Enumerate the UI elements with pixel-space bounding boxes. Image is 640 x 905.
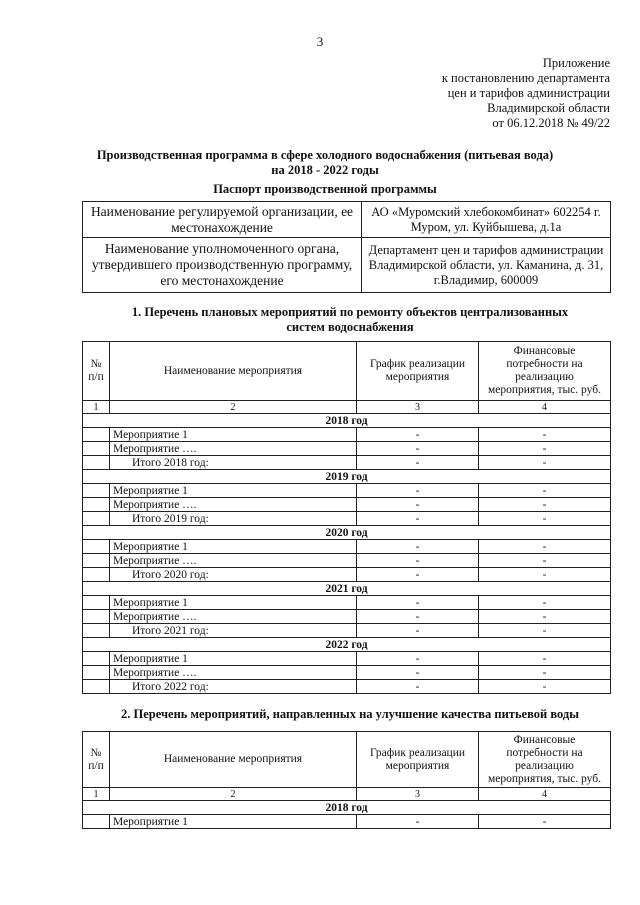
year-row: 2020 год: [83, 526, 611, 540]
year-row: 2018 год: [83, 414, 611, 428]
section-title-line: систем водоснабжения: [286, 320, 414, 334]
page-number: 3: [316, 34, 324, 49]
year-row: 2021 год: [83, 582, 611, 596]
passport-label: Наименование регулируемой организации, ее местонахождение: [83, 202, 362, 238]
document-title: [60, 148, 590, 178]
total-label: Итого 2018 год:: [110, 456, 357, 470]
col-number: 2: [110, 401, 357, 414]
header-name: Наименование мероприятия: [110, 732, 357, 788]
item-name: Мероприятие ….: [110, 498, 357, 512]
col-number: 1: [83, 788, 110, 801]
finance-value: -: [479, 610, 611, 624]
finance-value: -: [479, 568, 611, 582]
schedule-value: -: [357, 568, 479, 582]
finance-value: -: [479, 815, 611, 829]
finance-value: -: [479, 624, 611, 638]
col-number: 3: [357, 401, 479, 414]
year-row: 2018 год: [83, 801, 611, 815]
finance-value: -: [479, 512, 611, 526]
schedule-value: -: [357, 554, 479, 568]
title-line: Производственная программа в сфере холодного водоснабжения (питьевая вода): [96, 148, 554, 162]
schedule-value: -: [357, 498, 479, 512]
appendix-block: [400, 56, 610, 131]
appendix-line: Владимирской области: [487, 101, 610, 115]
finance-value: -: [479, 680, 611, 694]
section2-title: 2. Перечень мероприятий, направленных на улучшение качества питьевой воды: [121, 707, 579, 721]
section1-title: [80, 305, 620, 335]
passport-value: АО «Муромский хлебокомбинат» 602254 г. Муром, ул. Куйбышева, д.1а: [362, 202, 611, 238]
finance-value: -: [479, 596, 611, 610]
finance-value: -: [479, 456, 611, 470]
passport-title: Паспорт производственной программы: [213, 182, 437, 196]
schedule-value: -: [357, 666, 479, 680]
total-label: Итого 2020 год:: [110, 568, 357, 582]
header-name: Наименование мероприятия: [110, 342, 357, 401]
section-title-line: 1. Перечень плановых мероприятий по ремонту объектов централизованных: [131, 305, 569, 319]
year-row: 2022 год: [83, 638, 611, 652]
schedule-value: -: [357, 596, 479, 610]
finance-value: -: [479, 666, 611, 680]
passport-label: Наименование уполномоченного органа, утвердившего производственную программу, его местонахождение: [83, 238, 362, 293]
item-name: Мероприятие ….: [110, 554, 357, 568]
item-name: Мероприятие ….: [110, 442, 357, 456]
appendix-line: цен и тарифов администрации: [447, 86, 610, 100]
header-num: № п/п: [83, 342, 110, 401]
item-name: Мероприятие 1: [110, 428, 357, 442]
appendix-line: Приложение: [542, 56, 610, 70]
total-label: Итого 2019 год:: [110, 512, 357, 526]
schedule-value: -: [357, 815, 479, 829]
schedule-value: -: [357, 442, 479, 456]
header-num: № п/п: [83, 732, 110, 788]
schedule-value: -: [357, 624, 479, 638]
finance-value: -: [479, 428, 611, 442]
col-number: 1: [83, 401, 110, 414]
total-label: Итого 2022 год:: [110, 680, 357, 694]
total-label: Итого 2021 год:: [110, 624, 357, 638]
schedule-value: -: [357, 680, 479, 694]
item-name: Мероприятие 1: [110, 540, 357, 554]
item-name: Мероприятие 1: [110, 652, 357, 666]
passport-table: [82, 201, 611, 293]
header-finance: Финансовые потребности на реализацию мероприятия, тыс. руб.: [479, 732, 611, 788]
schedule-value: -: [357, 652, 479, 666]
passport-value: Департамент цен и тарифов администрации Владимирской области, ул. Каманина, д. 31, г.Владимир, 600009: [362, 238, 611, 293]
appendix-line: от 06.12.2018 № 49/22: [492, 116, 610, 130]
quality-table: [82, 731, 611, 829]
finance-value: -: [479, 554, 611, 568]
schedule-value: -: [357, 456, 479, 470]
header-finance: Финансовые потребности на реализацию мероприятия, тыс. руб.: [479, 342, 611, 401]
schedule-value: -: [357, 428, 479, 442]
finance-value: -: [479, 652, 611, 666]
col-number: 2: [110, 788, 357, 801]
repair-table: [82, 341, 611, 694]
item-name: Мероприятие 1: [110, 596, 357, 610]
title-line: на 2018 - 2022 годы: [271, 163, 379, 177]
item-name: Мероприятие 1: [110, 484, 357, 498]
finance-value: -: [479, 484, 611, 498]
finance-value: -: [479, 540, 611, 554]
header-schedule: График реализации мероприятия: [357, 342, 479, 401]
header-schedule: График реализации мероприятия: [357, 732, 479, 788]
finance-value: -: [479, 498, 611, 512]
appendix-line: к постановлению департамента: [441, 71, 610, 85]
item-name: Мероприятие ….: [110, 610, 357, 624]
year-row: 2019 год: [83, 470, 611, 484]
col-number: 4: [479, 788, 611, 801]
schedule-value: -: [357, 512, 479, 526]
schedule-value: -: [357, 484, 479, 498]
col-number: 3: [357, 788, 479, 801]
schedule-value: -: [357, 540, 479, 554]
item-name: Мероприятие ….: [110, 666, 357, 680]
item-name: Мероприятие 1: [110, 815, 357, 829]
schedule-value: -: [357, 610, 479, 624]
col-number: 4: [479, 401, 611, 414]
finance-value: -: [479, 442, 611, 456]
